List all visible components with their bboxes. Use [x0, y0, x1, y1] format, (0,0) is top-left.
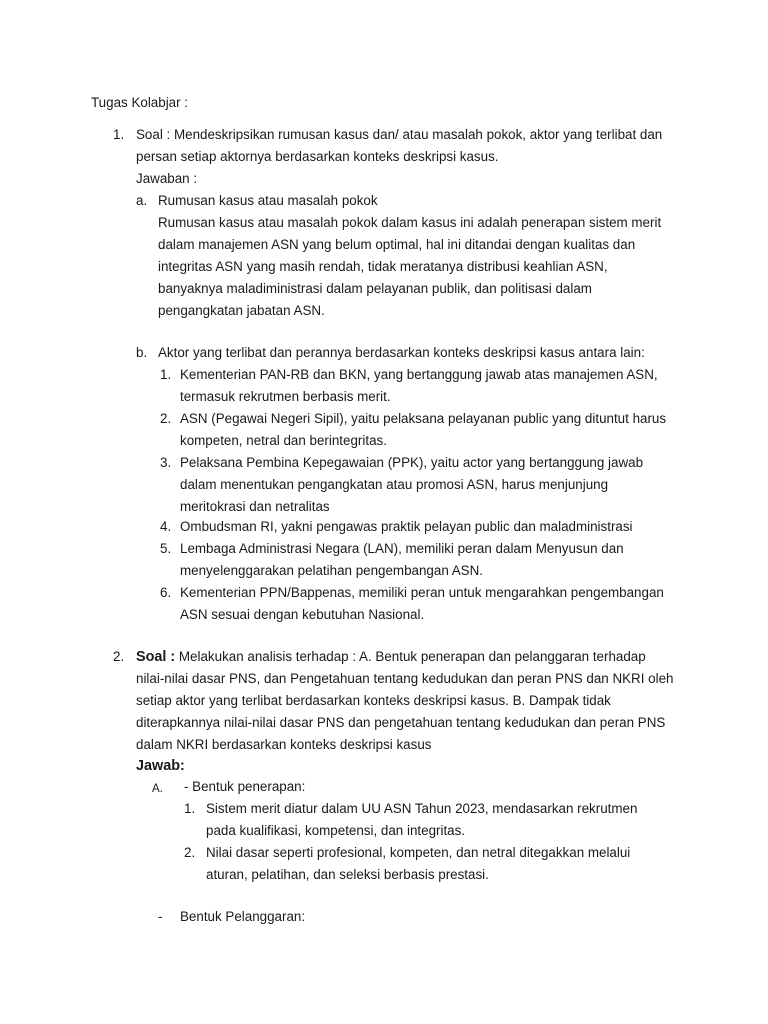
- q1-text-line-2: persan setiap aktornya berdasarkan konteks deskripsi kasus.: [136, 149, 499, 164]
- actor-item-number: 4.: [160, 519, 172, 534]
- q1-b-heading: Aktor yang terlibat dan perannya berdasarkan konteks deskripsi kasus antara lain:: [158, 345, 645, 360]
- q1-number: 1.: [113, 127, 125, 142]
- actor-item-line: Pelaksana Pembina Kepegawaian (PPK), yaitu actor yang bertanggung jawab: [180, 455, 644, 470]
- q2-text-line: dalam NKRI berdasarkan konteks deskripsi kasus: [136, 737, 432, 752]
- actor-item-line: menyelenggarakan pelatihan pengembangan ASN.: [180, 563, 484, 578]
- q1-text-line-1: Soal : Mendeskripsikan rumusan kasus dan/ atau masalah pokok, aktor yang terlibat dan: [136, 127, 663, 142]
- actor-item-line: ASN (Pegawai Negeri Sipil), yaitu pelaksana pelayanan public yang dituntut harus: [180, 411, 667, 426]
- actor-item-number: 6.: [160, 585, 172, 600]
- application-item-number: 2.: [184, 845, 196, 860]
- violation-heading: Bentuk Pelanggaran:: [180, 909, 306, 924]
- q2-number: 2.: [113, 649, 125, 664]
- q2-text-line: nilai-nilai dasar PNS, dan Pengetahuan tentang kedudukan dan peran PNS dan NKRI oleh: [136, 671, 674, 686]
- q2-text-line: setiap aktor yang terlibat berdasarkan konteks deskripsi kasus. B. Dampak tidak: [136, 693, 611, 708]
- actor-item-line: Ombudsman RI, yakni pengawas praktik pelayan public dan maladministrasi: [180, 519, 633, 534]
- q2-line-1-rest: Melakukan analisis terhadap : A. Bentuk penerapan dan pelanggaran terhadap: [175, 649, 646, 664]
- q1-a-line: integritas ASN yang masih rendah, tidak meratanya distribusi keahlian ASN,: [158, 259, 608, 274]
- q2-A-marker: A.: [152, 783, 163, 795]
- q1-a-line: dalam manajemen ASN yang belum optimal, hal ini ditandai dengan kualitas dan: [158, 237, 636, 252]
- application-item-line: aturan, pelatihan, dan seleksi berbasis prestasi.: [206, 867, 489, 882]
- q1-a-marker: a.: [136, 193, 148, 208]
- q2-answer-label: Jawab:: [136, 758, 185, 774]
- q1-a-line: pengangkatan jabatan ASN.: [158, 303, 325, 318]
- actor-item-line: termasuk rekrutmen berbasis merit.: [180, 389, 391, 404]
- q1-a-line: banyaknya maladiministrasi dalam pelayanan publik, dan politisasi dalam: [158, 281, 592, 296]
- actor-item-number: 2.: [160, 411, 172, 426]
- application-item-line: pada kualifikasi, kompetensi, dan integritas.: [206, 823, 466, 838]
- q1-a-heading: Rumusan kasus atau masalah pokok: [158, 193, 378, 208]
- application-item-number: 1.: [184, 801, 196, 816]
- document-title: Tugas Kolabjar :: [91, 95, 189, 110]
- q1-b-marker: b.: [136, 345, 148, 360]
- actor-item-number: 3.: [160, 455, 172, 470]
- actor-item-number: 5.: [160, 541, 172, 556]
- q2-soal-label: Soal :: [136, 649, 176, 665]
- violation-dash: -: [158, 909, 163, 924]
- actor-item-line: Kementerian PPN/Bappenas, memiliki peran untuk mengarahkan pengembangan: [180, 585, 664, 600]
- actor-item-line: meritokrasi dan netralitas: [180, 499, 330, 514]
- application-item-line: Nilai dasar seperti profesional, kompeten, dan netral ditegakkan melalui: [206, 845, 631, 860]
- actor-item-number: 1.: [160, 367, 172, 382]
- q1-answer-label: Jawaban :: [136, 171, 198, 186]
- actor-item-line: Lembaga Administrasi Negara (LAN), memiliki peran dalam Menyusun dan: [180, 541, 624, 556]
- actor-item-line: Kementerian PAN-RB dan BKN, yang bertanggung jawab atas manajemen ASN,: [180, 367, 658, 382]
- q1-a-line: Rumusan kasus atau masalah pokok dalam kasus ini adalah penerapan sistem merit: [158, 215, 662, 230]
- actor-item-line: dalam menentukan pengangkatan atau promosi ASN, harus menjunjung: [180, 477, 609, 492]
- q2-A-heading: - Bentuk penerapan:: [184, 779, 306, 794]
- actor-item-line: ASN sesuai dengan kebutuhan Nasional.: [180, 607, 425, 622]
- q2-text-line-1: [136, 648, 646, 666]
- q2-text-line: diterapkannya nilai-nilai dasar PNS dan pengetahuan tentang kedudukan dan peran PNS: [136, 715, 666, 730]
- actor-item-line: kompeten, netral dan berintegritas.: [180, 433, 387, 448]
- application-item-line: Sistem merit diatur dalam UU ASN Tahun 2023, mendasarkan rekrutmen: [206, 801, 638, 816]
